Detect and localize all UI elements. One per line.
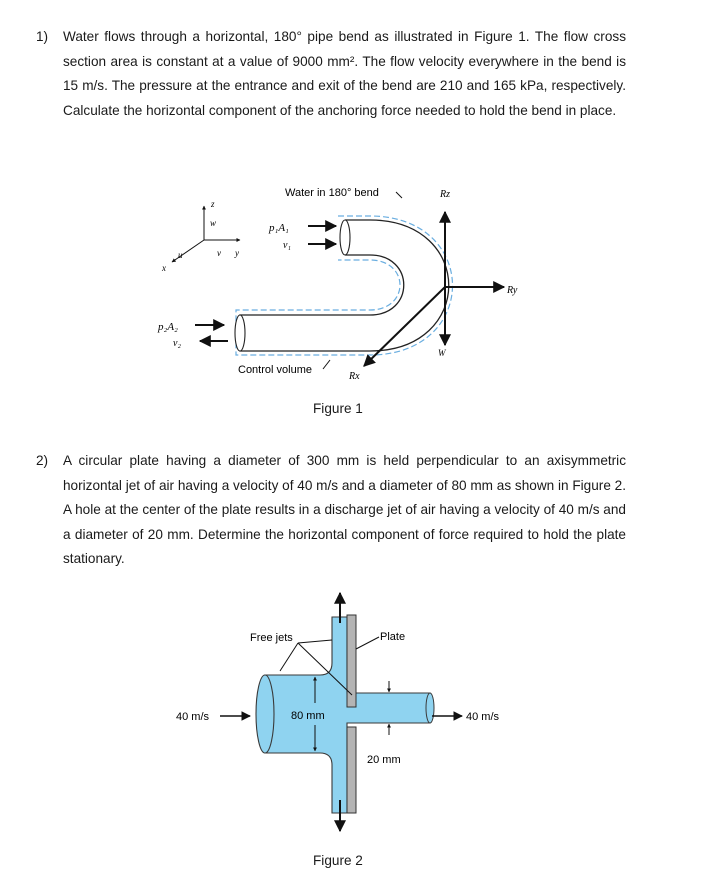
control-volume-leader	[323, 360, 330, 369]
label-p2a2: p₂A₂	[158, 321, 178, 333]
axis-u-label: u	[178, 250, 183, 260]
outlet-jet-end	[426, 693, 434, 723]
axis-y-label: y	[235, 248, 239, 258]
pipe-inlet-opening	[340, 220, 350, 255]
figure-1-diagram	[140, 180, 540, 400]
problem-2-number: 2)	[36, 453, 49, 468]
pipe-outlet-opening	[235, 315, 245, 351]
free-jets-leader-1	[298, 640, 332, 643]
figure-2-diagram	[160, 585, 540, 840]
axis-x-label: x	[162, 263, 166, 273]
plate-leader	[356, 637, 379, 649]
label-v2: v₂	[173, 338, 181, 349]
label-outlet-velocity: 40 m/s	[466, 711, 500, 723]
label-control-volume: Control volume	[238, 364, 312, 376]
problem-1-number: 1)	[36, 29, 49, 44]
label-v1: v₁	[283, 240, 291, 251]
label-ry: Ry	[507, 285, 518, 296]
inlet-jet-end	[256, 675, 274, 753]
label-weight: W	[438, 348, 446, 358]
bend-label-leader	[396, 192, 402, 198]
label-rz: Rz	[440, 189, 450, 200]
label-jet-diameter: 80 mm	[291, 710, 325, 722]
free-jets-leader-2	[280, 643, 298, 671]
figure-1-caption: Figure 1	[313, 401, 363, 416]
problem-1-text: Water flows through a horizontal, 180° pipe bend as illustrated in Figure 1. The flow cross section area is constant at a value of 9000 mm². The flow velocity everywhere in the bend is 15 m/s. The pressure at the entrance and exit of the bend are 210 and 165 kPa, respectively. Calculate the horizontal component of the anchoring force needed to hold the bend in place.	[63, 29, 626, 118]
plate-lower	[347, 727, 356, 813]
label-free-jets: Free jets	[250, 632, 293, 644]
label-inlet-velocity: 40 m/s	[176, 711, 210, 723]
axis-z-label: z	[211, 199, 215, 209]
problem-2-text: A circular plate having a diameter of 300 mm is held perpendicular to an axisymmetric horizontal jet of air having a velocity of 40 m/s and a diameter of 80 mm as shown in Figure 2. A hole at the center of the plate results in a discharge jet of air having a velocity of 40 m/s and a diameter of 20 mm. Determine the horizontal component of force required to hold the plate stationary.	[63, 453, 626, 567]
label-rx: Rx	[349, 371, 360, 382]
plate-upper	[347, 615, 356, 707]
figure-1	[140, 180, 540, 400]
problem-1	[36, 25, 626, 123]
label-plate: Plate	[380, 631, 406, 643]
problem-2	[36, 449, 626, 572]
figure-2-caption: Figure 2	[313, 853, 363, 868]
label-hole-diameter: 20 mm	[367, 754, 401, 766]
axis-v-label: v	[217, 248, 221, 258]
label-water-bend: Water in 180° bend	[285, 187, 379, 199]
figure-2	[160, 585, 540, 840]
label-p1a1: p₁A₁	[269, 222, 289, 234]
axis-w-label: w	[210, 218, 217, 228]
